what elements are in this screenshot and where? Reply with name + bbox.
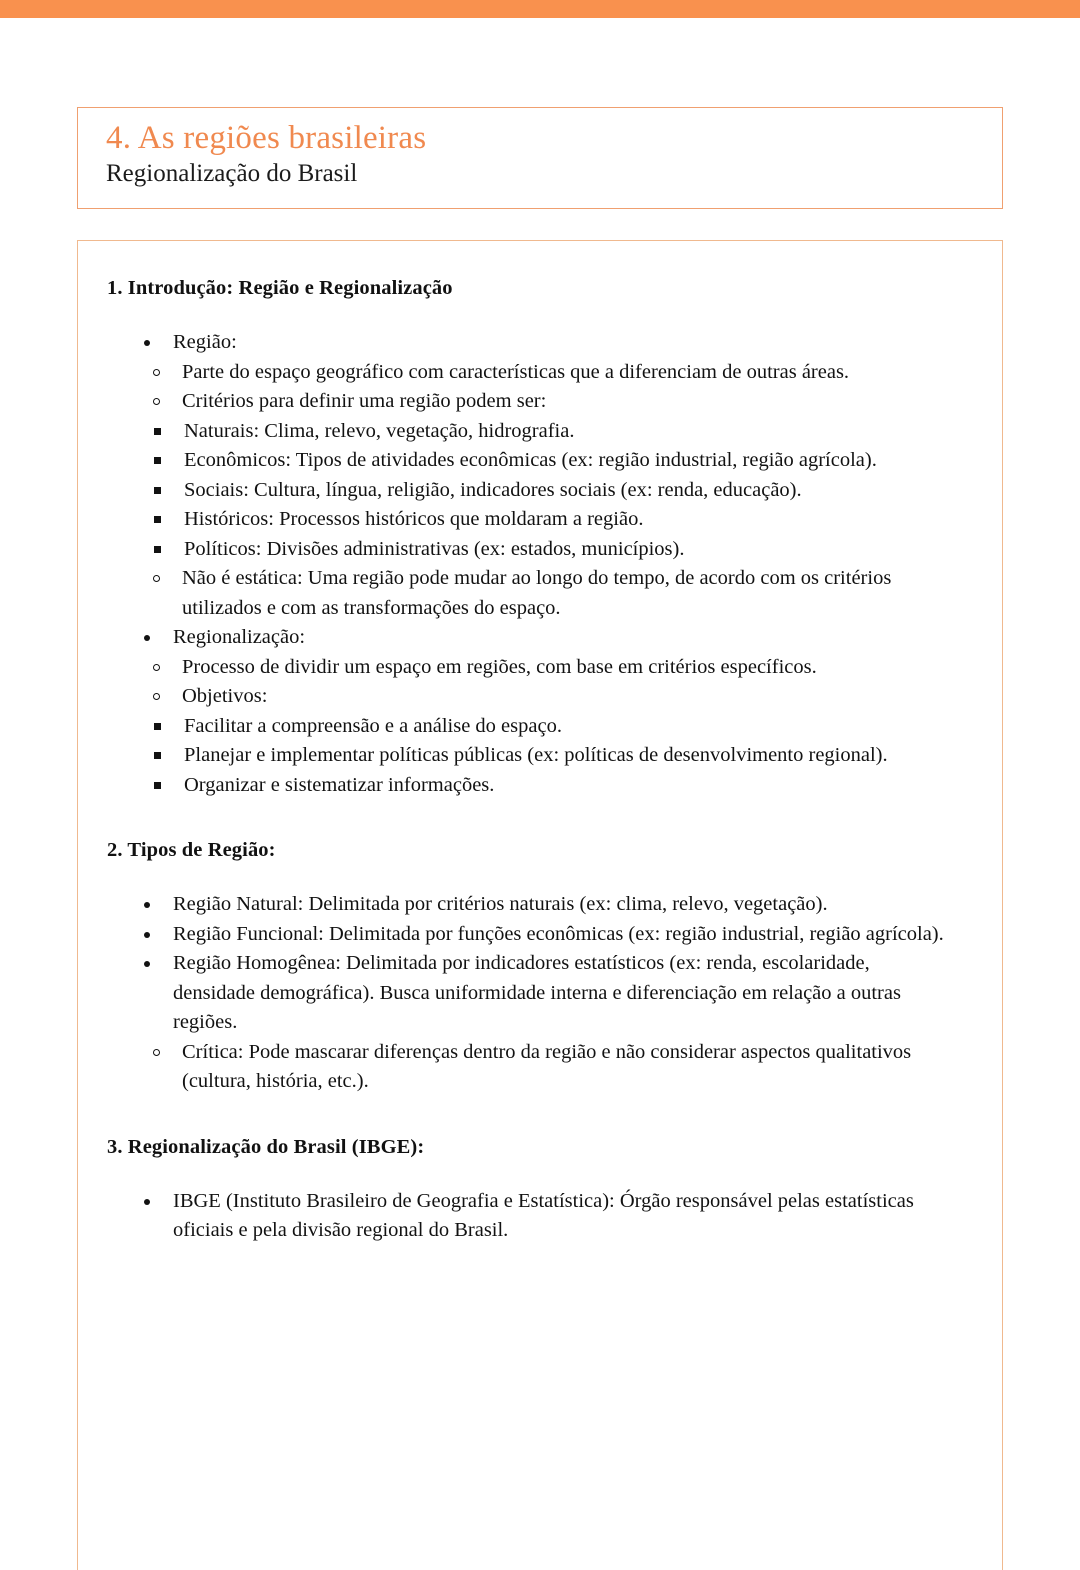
square-bullet-icon [154, 782, 161, 789]
square-bullet-icon [154, 457, 161, 464]
list-item [146, 741, 954, 771]
page-subtitle: Regionalização do Brasil [106, 160, 358, 187]
sections-container [107, 274, 954, 1246]
list-item-text: Crítica: Pode mascarar diferenças dentro da região e não considerar aspectos qualitativos (cultura, história, etc.). [182, 1040, 912, 1092]
list-item-text: Região: [173, 331, 237, 353]
list-item-text: Facilitar a compreensão e a análise do espaço. [184, 714, 562, 737]
list-item [145, 653, 954, 683]
square-bullet-icon [154, 546, 161, 553]
list-item [146, 771, 954, 801]
bullet-list-level-3 [107, 417, 954, 565]
heading-spacer [107, 864, 954, 890]
list-item [146, 476, 954, 506]
top-accent-bar [0, 0, 1080, 18]
list-item-text: Critérios para definir uma região podem ser: [182, 390, 547, 412]
list-item-text: Naturais: Clima, relevo, vegetação, hidrografia. [184, 419, 575, 442]
section-heading: 2. Tipos de Região: [107, 839, 276, 861]
list-item-text: Históricos: Processos históricos que moldaram a região. [184, 508, 644, 530]
nested-list-holder [107, 712, 954, 801]
list-item [136, 328, 954, 358]
list-item-text: Econômicos: Tipos de atividades econômicas (ex: região industrial, região agrícola). [184, 449, 877, 471]
nested-list-holder [107, 417, 954, 565]
disc-bullet-icon [144, 932, 150, 938]
list-item-text: Políticos: Divisões administrativas (ex: estados, municípios). [184, 537, 685, 560]
list-item-text: Região Homogênea: Delimitada por indicadores estatísticos (ex: renda, escolaridade, densidade demográfica). Busca uniformidade interna e diferenciação em relação a outras regiões. [173, 952, 901, 1033]
page-title: 4. As regiões brasileiras [106, 120, 427, 156]
list-item-text: Planejar e implementar políticas públicas (ex: políticas de desenvolvimento regional). [184, 744, 888, 766]
content-frame [77, 240, 1003, 1570]
bullet-list-level-1 [107, 890, 954, 1097]
list-item-text: Parte do espaço geográfico com características que a diferenciam de outras áreas. [182, 360, 850, 383]
nested-list-holder [107, 653, 954, 801]
circle-bullet-icon [153, 398, 160, 405]
list-item [136, 623, 954, 653]
disc-bullet-icon [144, 961, 150, 967]
disc-bullet-icon [144, 635, 150, 641]
list-item-text: Processo de dividir um espaço em regiões, com base em critérios específicos. [182, 655, 817, 678]
list-item-text: Sociais: Cultura, língua, religião, indicadores sociais (ex: renda, educação). [184, 478, 802, 501]
square-bullet-icon [154, 723, 161, 730]
section-spacer [107, 1097, 954, 1133]
list-item [136, 949, 954, 1038]
list-item-text: Regionalização: [173, 626, 306, 648]
list-item [136, 1187, 954, 1246]
list-item-text: Região Funcional: Delimitada por funções econômicas (ex: região industrial, região agrícola). [173, 922, 944, 945]
square-bullet-icon [154, 487, 161, 494]
section-heading: 3. Regionalização do Brasil (IBGE): [107, 1135, 425, 1158]
disc-bullet-icon [144, 902, 150, 908]
list-item [146, 712, 954, 742]
list-item [136, 890, 954, 920]
disc-bullet-icon [144, 1199, 150, 1205]
list-item [136, 920, 954, 950]
circle-bullet-icon [153, 693, 160, 700]
document-body [78, 241, 1002, 1246]
list-item [146, 505, 954, 535]
circle-bullet-icon [153, 369, 160, 376]
list-item-text: Objetivos: [182, 685, 268, 707]
title-frame [77, 107, 1003, 209]
list-item [145, 387, 954, 417]
list-item [146, 535, 954, 565]
circle-bullet-icon [153, 664, 160, 671]
bullet-list-level-2 [107, 358, 954, 624]
square-bullet-icon [154, 516, 161, 523]
square-bullet-icon [154, 428, 161, 435]
nested-list-holder [107, 358, 954, 624]
disc-bullet-icon [144, 340, 150, 346]
nested-list-holder [107, 1038, 954, 1097]
heading-spacer [107, 1161, 954, 1187]
list-item-text: Não é estática: Uma região pode mudar ao longo do tempo, de acordo com os critérios utilizados e com as transformações do espaço. [182, 567, 892, 619]
list-item-text: Organizar e sistematizar informações. [184, 773, 495, 796]
list-item [146, 417, 954, 447]
section-heading: 1. Introdução: Região e Regionalização [107, 277, 453, 299]
bullet-list-level-2 [107, 1038, 954, 1097]
section-spacer [107, 800, 954, 836]
square-bullet-icon [154, 752, 161, 759]
heading-spacer [107, 302, 954, 328]
list-item-text: IBGE (Instituto Brasileiro de Geografia e Estatística): Órgão responsável pelas estatísticas oficiais e pela divisão regional do Brasil. [173, 1189, 914, 1241]
list-item [145, 358, 954, 388]
bullet-list-level-3 [107, 712, 954, 801]
circle-bullet-icon [153, 1049, 160, 1056]
circle-bullet-icon [153, 575, 160, 582]
list-item [145, 564, 954, 623]
bullet-list-level-1 [107, 328, 954, 800]
bullet-list-level-2 [107, 653, 954, 801]
list-item [145, 682, 954, 712]
list-item [145, 1038, 954, 1097]
list-item [146, 446, 954, 476]
bullet-list-level-1 [107, 1187, 954, 1246]
list-item-text: Região Natural: Delimitada por critérios naturais (ex: clima, relevo, vegetação). [173, 893, 828, 915]
